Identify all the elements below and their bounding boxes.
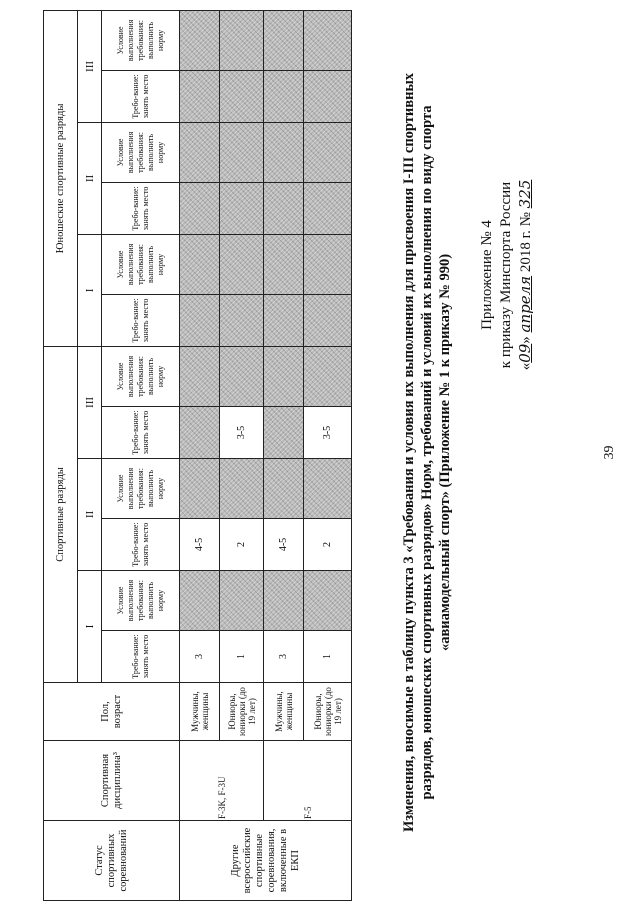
header-sport-rank-2: II [78,459,102,571]
header-sport-rank-3: III [78,346,102,458]
heading-line-3: «авиамодельный спорт» (Приложение № 1 к приказу № 990) [437,253,453,652]
rank-1-place-cell: 3 [180,631,220,683]
subheader-requirement: Требо-вание: занять место [102,294,180,346]
shaded-cell [304,234,352,294]
shaded-cell [180,234,220,294]
shaded-cell [264,122,304,182]
shaded-cell [264,10,304,70]
heading-line-1: Изменения, вносимые в таблицу пункта 3 «Требования и условия их выполнения для присвоения I-III спортивных [401,72,417,833]
rank-3-place-cell: 3-5 [220,407,264,459]
shaded-cell [304,459,352,519]
shaded-cell [220,234,264,294]
shaded-cell [220,10,264,70]
shaded-cell [180,182,220,234]
shaded-cell [180,346,220,406]
shaded-cell [180,571,220,631]
shaded-cell [180,294,220,346]
header-discipline: Спортивная дисциплина³ [44,741,180,821]
shaded-cell [220,459,264,519]
rank-2-place-cell: 4-5 [264,519,304,571]
subheader-requirement: Требо-вание: занять место [102,70,180,122]
gender-age-cell: Юниоры, юниорки (до 19 лет) [304,683,352,741]
shaded-cell [304,182,352,234]
rank-1-place-cell: 3 [264,631,304,683]
shaded-cell [304,294,352,346]
shaded-cell [220,571,264,631]
shaded-cell [180,122,220,182]
header-youth-rank-2: II [78,122,102,234]
rank-2-place-cell: 2 [220,519,264,571]
subheader-requirement: Требо-вание: занять место [102,407,180,459]
gender-age-cell: Мужчины, женщины [264,683,304,741]
shaded-cell [264,234,304,294]
heading-line-2: разрядов, юношеских спортивных разрядов» Норм, требований и условий их выполнения по виду спорта [419,105,435,800]
header-status: Статус спортивных соревнований [44,821,180,901]
page-number: 39 [602,445,617,460]
gender-age-cell: Мужчины, женщины [180,683,220,741]
header-youth-rank-3: III [78,10,102,122]
shaded-cell [220,182,264,234]
header-sport-rank-1: I [78,571,102,683]
header-youth-rank-1: I [78,234,102,346]
appendix-date-line [516,145,536,405]
shaded-cell [264,294,304,346]
subheader-condition: Условие выполнения требования: выполнить норму [102,346,180,406]
shaded-cell [180,459,220,519]
table-row [180,10,220,900]
gender-age-cell: Юниоры, юниорки (до 19 лет) [220,683,264,741]
date-open-quote: « [518,362,534,371]
date-day: 09 [516,343,534,363]
status-cell: Другие всероссийские спортивные соревнования, включенные в ЕКП [180,821,352,901]
shaded-cell [264,346,304,406]
rank-1-place-cell: 1 [304,631,352,683]
shaded-cell [264,407,304,459]
shaded-cell [304,122,352,182]
shaded-cell [180,70,220,122]
discipline-cell: F-5 [264,741,352,821]
shaded-cell [220,122,264,182]
rank-3-place-cell: 3-5 [304,407,352,459]
rank-2-place-cell: 2 [304,519,352,571]
appendix-order-ref: к приказу Минспорта России [498,181,514,369]
date-close-quote: » [518,336,534,344]
header-youth-ranks: Юношеские спортивные разряды [44,10,78,346]
date-month: апреля [516,275,534,333]
shaded-cell [264,70,304,122]
shaded-cell [304,10,352,70]
subheader-requirement: Требо-вание: занять место [102,519,180,571]
shaded-cell [264,459,304,519]
rank-2-place-cell: 4-5 [180,519,220,571]
shaded-cell [180,407,220,459]
rank-1-place-cell: 1 [220,631,264,683]
appendix-block [478,145,536,405]
subheader-requirement: Требо-вание: занять место [102,631,180,683]
appendix-title: Приложение № 4 [479,220,495,330]
shaded-cell [304,70,352,122]
date-year: 2018 г. № [518,212,534,273]
subheader-condition: Условие выполнения требования: выполнить норму [102,10,180,70]
subheader-condition: Условие выполнения требования: выполнить норму [102,459,180,519]
header-gender-age: Пол, возраст [44,683,180,741]
header-sport-ranks: Спортивные разряды [44,346,78,682]
shaded-cell [180,10,220,70]
shaded-cell [264,182,304,234]
subheader-requirement: Требо-вание: занять место [102,182,180,234]
order-number: 325 [516,179,534,209]
shaded-cell [220,294,264,346]
shaded-cell [304,571,352,631]
subheader-condition: Условие выполнения требования: выполнить норму [102,234,180,294]
shaded-cell [304,346,352,406]
subheader-condition: Условие выполнения требования: выполнить норму [102,122,180,182]
shaded-cell [220,346,264,406]
document-heading [400,40,454,865]
discipline-cell: F-3K, F-3U [180,741,264,821]
subheader-condition: Условие выполнения требования: выполнить норму [102,571,180,631]
norms-table [43,10,352,901]
shaded-cell [220,70,264,122]
table-row [264,10,304,900]
shaded-cell [264,571,304,631]
